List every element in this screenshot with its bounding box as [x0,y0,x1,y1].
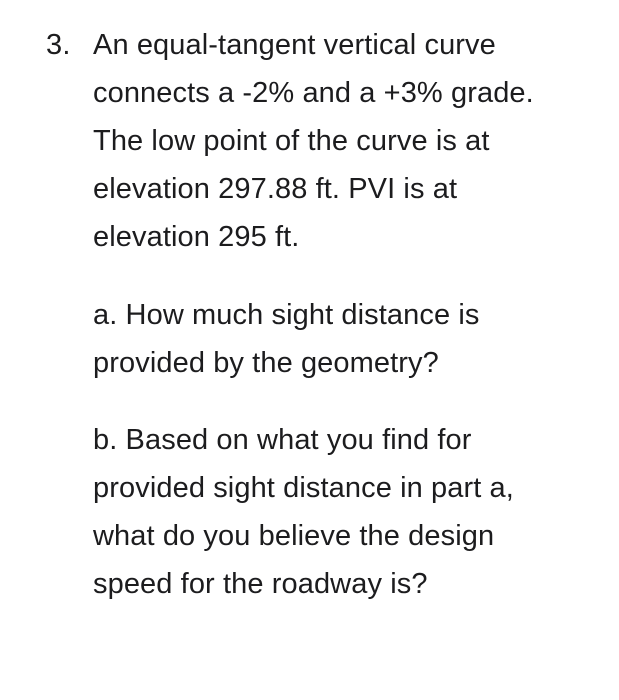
statement-line: An equal-tangent vertical curve [93,29,496,61]
statement-line: elevation 297.88 ft. PVI is at [93,173,458,205]
problem-statement [93,21,593,261]
part-a-line: provided by the geometry? [93,347,439,379]
part-b-line: what do you believe the design [93,520,495,552]
part-b-question [93,416,593,608]
problem-number: 3. [46,29,71,61]
statement-line: elevation 295 ft. [93,221,300,253]
part-b-line: speed for the roadway is? [93,568,428,600]
part-a-question [93,291,593,387]
part-b-line: b. Based on what you find for [93,424,472,456]
problem-body [93,21,593,608]
statement-line: The low point of the curve is at [93,125,490,157]
part-b-line: provided sight distance in part a, [93,472,514,504]
statement-line: connects a -2% and a +3% grade. [93,77,534,109]
part-a-line: a. How much sight distance is [93,299,480,331]
